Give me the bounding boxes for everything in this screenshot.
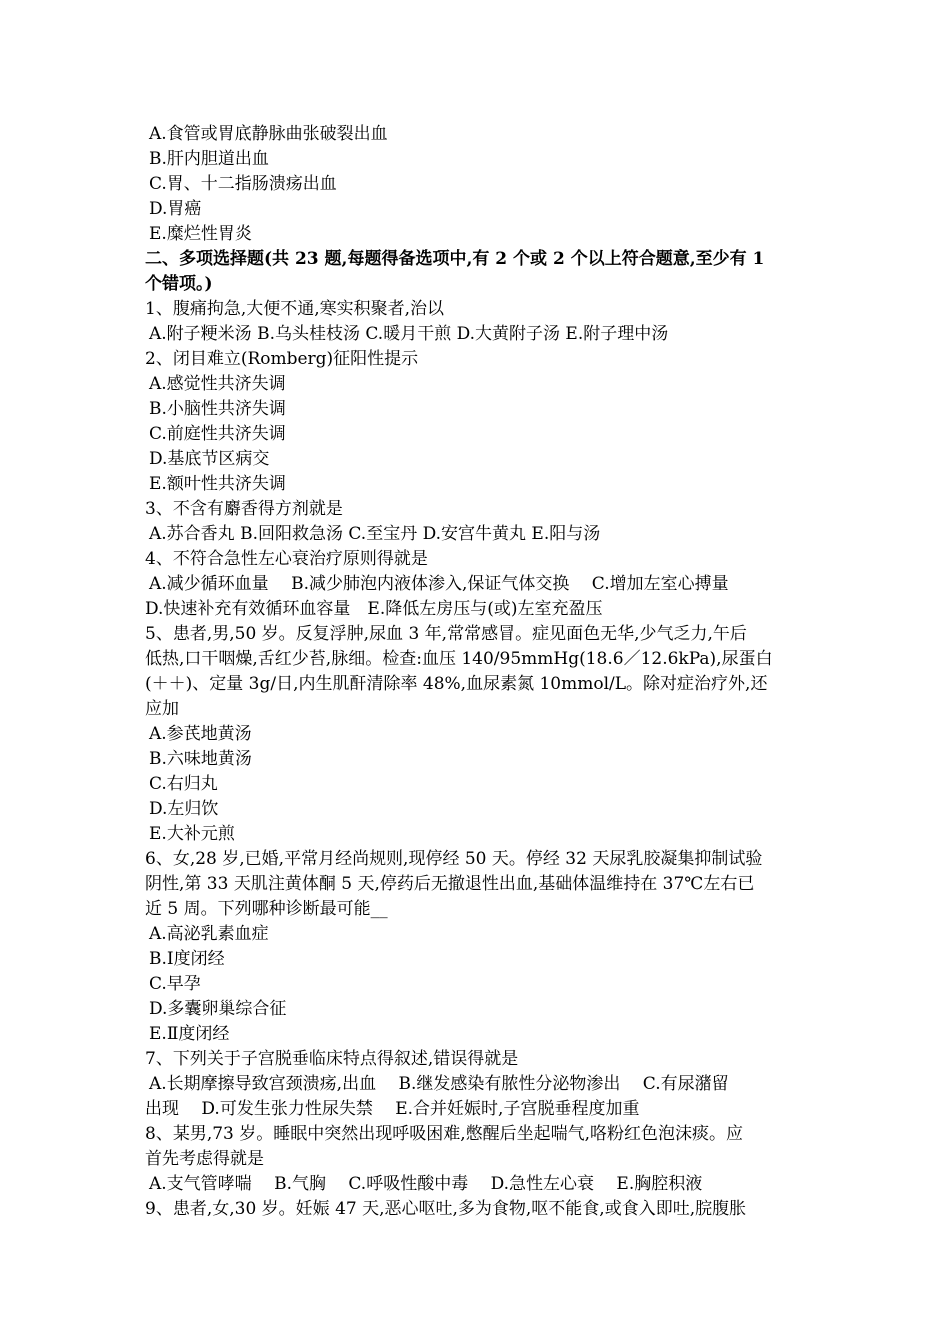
question-text-line: 8、某男,73 岁。睡眠中突然出现呼吸困难,憋醒后坐起喘气,咯粉红色泡沫痰。应 [145, 1124, 744, 1144]
question-text-line: (＋＋)、定量 3g/日,内生肌酐清除率 48%,血尿素氮 10mmol/L。除对症治疗外,还 [145, 674, 768, 694]
question-text-line: 出现 D.可发生张力性尿失禁 E.合并妊娠时,子宫脱垂程度加重 [145, 1099, 640, 1119]
section-heading-line: 二、多项选择题(共 23 题,每题得备选项中,有 2 个或 2 个以上符合题意,至少有 1 [145, 249, 765, 269]
question-text-line: 9、患者,女,30 岁。妊娠 47 天,恶心呕吐,多为食物,呕不能食,或食入即吐,脘腹胀 [145, 1199, 747, 1219]
answer-option-line: A.参芪地黄汤 [149, 724, 252, 744]
question-text-line: 首先考虑得就是 [145, 1149, 264, 1169]
answer-option-line: B.肝内胆道出血 [149, 149, 269, 169]
answer-option-line: A.食管或胃底静脉曲张破裂出血 [149, 124, 388, 144]
answer-option-line: E.Ⅱ度闭经 [149, 1024, 230, 1044]
question-text-line: 应加 [145, 699, 179, 719]
question-text-line: 低热,口干咽燥,舌红少苔,脉细。检查:血压 140/95mmHg(18.6／12.6kPa),尿蛋白 [145, 649, 773, 669]
answer-option-line: B.Ⅰ度闭经 [149, 949, 225, 969]
question-text-line: 5、患者,男,50 岁。反复浮肿,尿血 3 年,常常感冒。症见面色无华,少气乏力,午后 [145, 624, 747, 644]
question-text-line: 2、闭目难立(Romberg)征阳性提示 [145, 349, 419, 369]
question-text-line: D.快速补充有效循环血容量 E.降低左房压与(或)左室充盈压 [145, 599, 603, 619]
question-text-line: 近 5 周。下列哪种诊断最可能__ [145, 899, 388, 919]
question-text-line: 4、不符合急性左心衰治疗原则得就是 [145, 549, 428, 569]
answer-option-line: A.苏合香丸 B.回阳救急汤 C.至宝丹 D.安宫牛黄丸 E.阳与汤 [149, 524, 601, 544]
answer-option-line: C.右归丸 [149, 774, 218, 794]
answer-option-line: B.小脑性共济失调 [149, 399, 286, 419]
document-page [145, 122, 810, 1222]
answer-option-line: E.大补元煎 [149, 824, 235, 844]
answer-option-line: D.胃癌 [149, 199, 202, 219]
answer-option-line: D.多囊卵巢综合征 [149, 999, 287, 1019]
question-text-line: 7、下列关于子宫脱垂临床特点得叙述,错误得就是 [145, 1049, 519, 1069]
section-heading-line: 个错项。) [145, 274, 213, 294]
answer-option-line: D.左归饮 [149, 799, 219, 819]
answer-option-line: D.基底节区病交 [149, 449, 270, 469]
question-text-line: 3、不含有麝香得方剂就是 [145, 499, 343, 519]
answer-option-line: C.胃、十二指肠溃疡出血 [149, 174, 337, 194]
question-text-line: 6、女,28 岁,已婚,平常月经尚规则,现停经 50 天。停经 32 天尿乳胶凝集抑制试验 [145, 849, 763, 869]
answer-option-line: A.附子粳米汤 B.乌头桂枝汤 C.暖月干煎 D.大黄附子汤 E.附子理中汤 [149, 324, 669, 344]
answer-option-line: A.高泌乳素血症 [149, 924, 269, 944]
answer-option-line: B.六味地黄汤 [149, 749, 252, 769]
answer-option-line: A.支气管哮喘 B.气胸 C.呼吸性酸中毒 D.急性左心衰 E.胸腔积液 [149, 1174, 703, 1194]
answer-option-line: A.减少循环血量 B.减少肺泡内液体渗入,保证气体交换 C.增加左室心搏量 [149, 574, 729, 594]
answer-option-line: C.早孕 [149, 974, 201, 994]
question-text-line: 阴性,第 33 天肌注黄体酮 5 天,停药后无撤退性出血,基础体温维持在 37℃左右已 [145, 874, 755, 894]
question-text-line: 1、腹痛拘急,大便不通,寒实积聚者,治以 [145, 299, 445, 319]
answer-option-line: E.糜烂性胃炎 [149, 224, 252, 244]
answer-option-line: A.长期摩擦导致宫颈溃疡,出血 B.继发感染有脓性分泌物渗出 C.有尿潴留 [149, 1074, 729, 1094]
answer-option-line: A.感觉性共济失调 [149, 374, 286, 394]
answer-option-line: C.前庭性共济失调 [149, 424, 286, 444]
answer-option-line: E.额叶性共济失调 [149, 474, 286, 494]
